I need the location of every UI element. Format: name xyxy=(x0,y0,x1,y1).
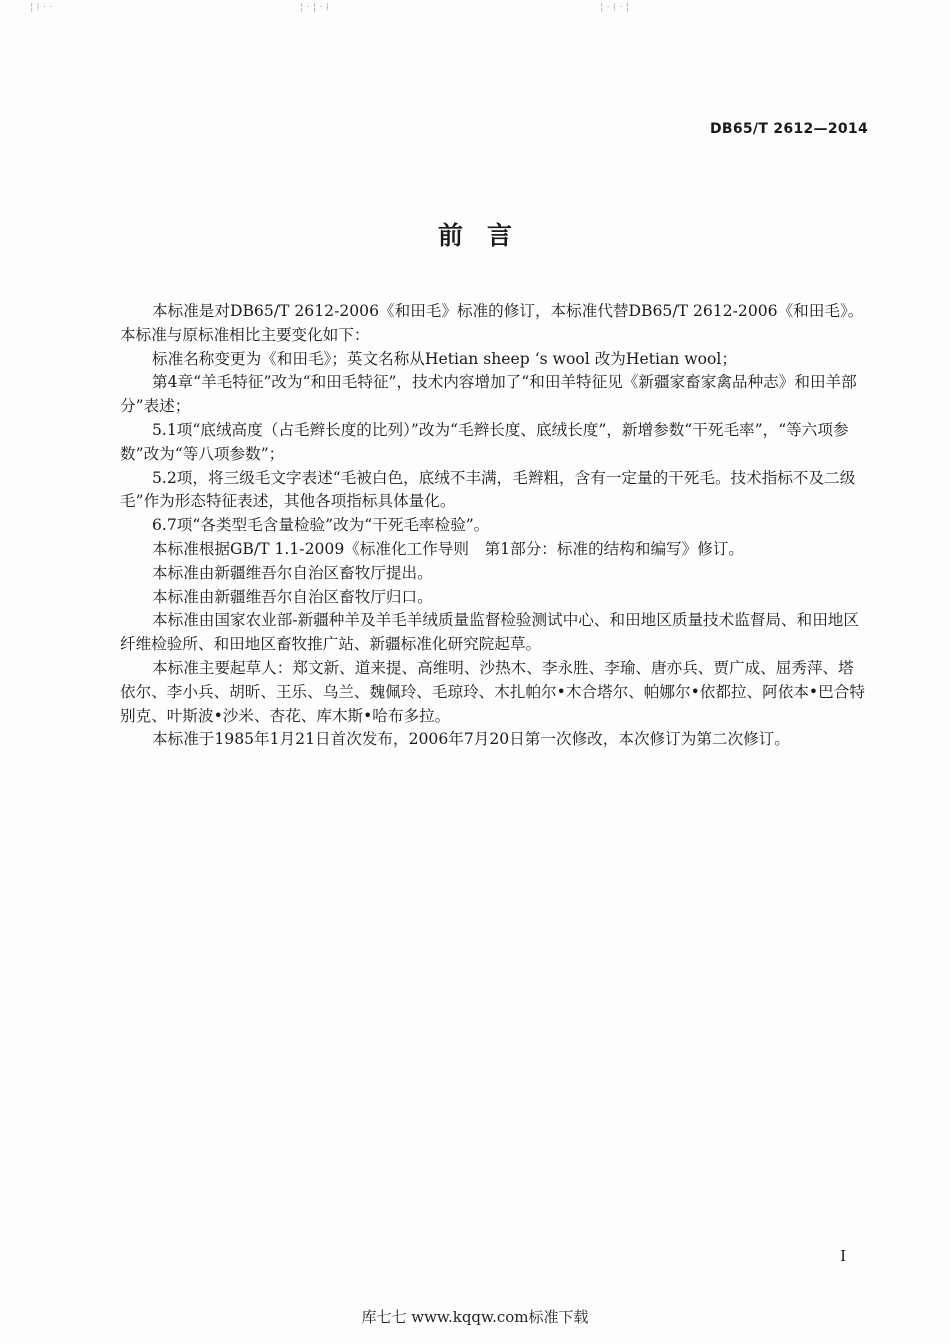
foreword-paragraph: 本标准由新疆维吾尔自治区畜牧厅归口。 xyxy=(152,587,433,606)
scan-artifact: ¦ · ⁞ · ¦ xyxy=(600,2,629,13)
foreword-paragraph: 本标准由国家农业部-新疆种羊及羊毛羊绒质量监督检验测试中心、和田地区质量技术监督局、和田地区纤维检验所、和田地区畜牧推广站、新疆标准化研究院起草。 xyxy=(120,611,859,654)
scan-artifact: ¦ ⁞ · · xyxy=(30,2,53,13)
foreword-body xyxy=(120,300,868,752)
foreword-paragraph: 本标准主要起草人：郑文新、道来提、高维明、沙热木、李永胜、李瑜、唐亦兵、贾广成、屈秀萍、塔依尔、李小兵、胡昕、王乐、乌兰、魏佩玲、毛琼玲、木扎帕尔•木合塔尔、帕娜尔•依都拉、阿依本•巴合特别克、叶斯波•沙米、杏花、库木斯•哈布多拉。 xyxy=(120,658,865,725)
foreword-paragraph: 本标准根据GB/T 1.1-2009《标准化工作导则 第1部分：标准的结构和编写》修订。 xyxy=(152,539,745,558)
foreword-paragraph: 第4章“羊毛特征”改为“和田毛特征”，技术内容增加了“和田羊特征见《新疆家畜家禽品种志》和田羊部分”表述； xyxy=(120,373,857,416)
page-number: I xyxy=(840,1247,846,1265)
foreword-paragraph: 6.7项“各类型毛含量检验”改为“干死毛率检验”。 xyxy=(152,516,490,535)
foreword-paragraph: 标准名称变更为《和田毛》；英文名称从Hetian sheep ‘s wool 改为Hetian wool； xyxy=(152,349,737,368)
footer-watermark: 库七七 www.kqqw.com标准下载 xyxy=(361,1308,589,1326)
foreword-paragraph: 本标准于1985年1月21日首次发布，2006年7月20日第一次修改，本次修订为第二次修订。 xyxy=(152,730,790,749)
scan-artifact: ¦ · ¦ · ⁞ xyxy=(300,2,329,13)
foreword-paragraph: 本标准与原标准相比主要变化如下： xyxy=(120,325,370,344)
foreword-paragraph: 5.1项“底绒高度（占毛辫长度的比列）”改为“毛辫长度、底绒长度”，新增参数“干死毛率”，“等六项参数”改为“等八项参数”； xyxy=(120,420,849,463)
document-code: DB65/T 2612—2014 xyxy=(709,121,868,137)
page-title: 前言 xyxy=(437,221,536,250)
foreword-paragraph: 本标准是对DB65/T 2612-2006《和田毛》标准的修订，本标准代替DB65/T 2612-2006《和田毛》。 xyxy=(152,302,864,320)
foreword-paragraph: 本标准由新疆维吾尔自治区畜牧厅提出。 xyxy=(152,563,433,582)
foreword-paragraph: 5.2项，将三级毛文字表述“毛被白色，底绒不丰满，毛辫粗，含有一定量的干死毛。技术指标不及二级毛”作为形态特征表述，其他各项指标具体量化。 xyxy=(120,468,856,511)
